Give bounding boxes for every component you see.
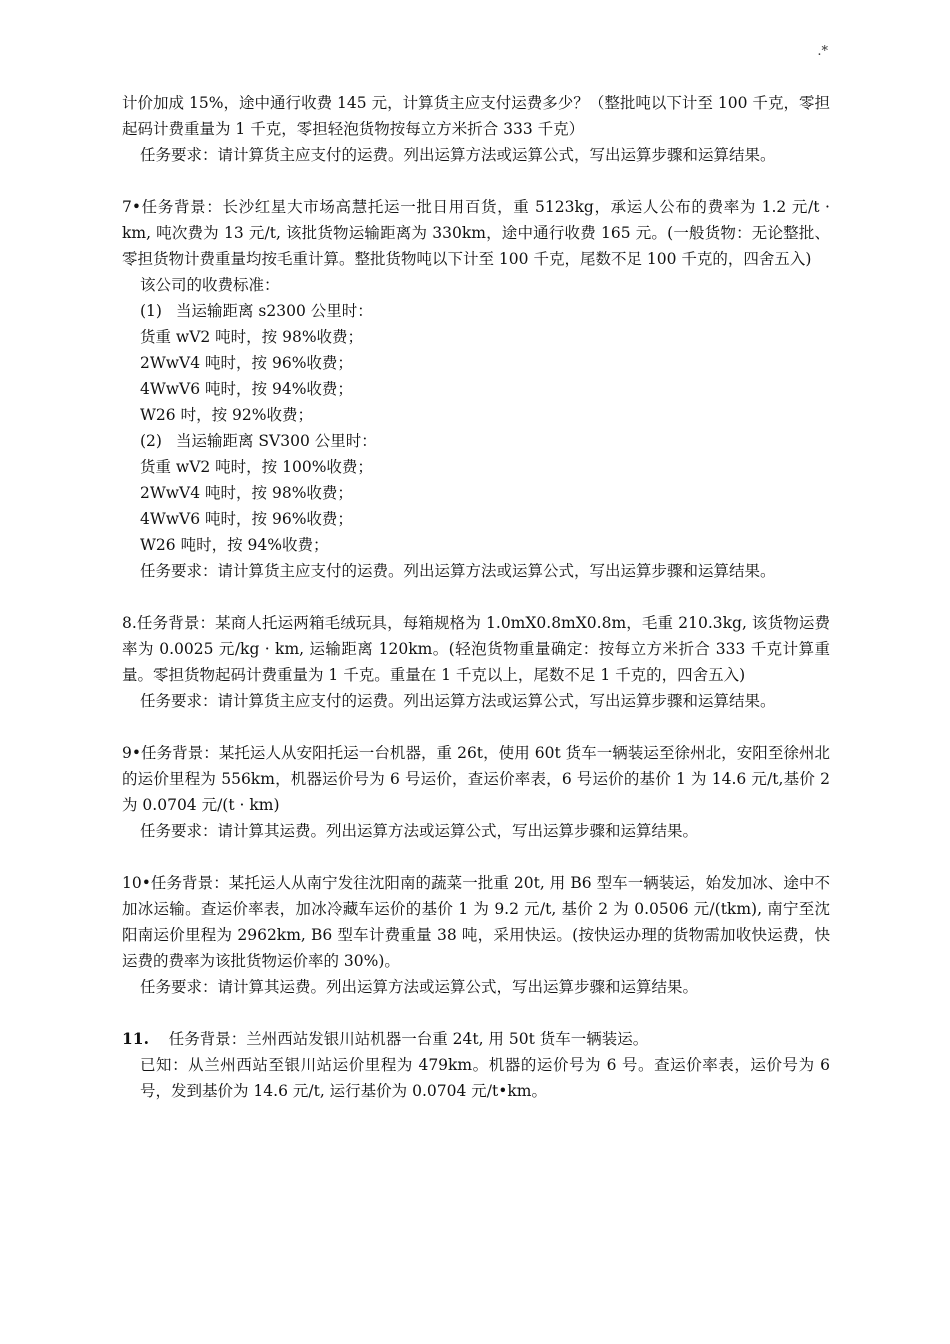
q7-s2-item: 货重 wV2 吨时，按 100%收费； bbox=[140, 458, 373, 476]
q7-background: 7•任务背景：长沙红星大市场高慧托运一批日用百货，重 5123kg，承运人公布的费率为 1.2 元/t · km, 吨次费为 13 元/t, 该批货物运输距离为 330km，途中通行收费 165 元。(一般货物：无论整批、零担货物计费重量均按毛重计算。整批货物吨以下计至 100 千克，尾数不足 100 千克的，四舍五入) bbox=[122, 198, 830, 268]
q7-s2-item: 2WwV4 吨时，按 98%收费； bbox=[140, 484, 353, 502]
q11-heading bbox=[122, 1026, 830, 1052]
q7-section2-num: (2) bbox=[140, 432, 162, 450]
q7-task: 任务要求：请计算货主应支付的运费。列出运算方法或运算公式，写出运算步骤和运算结果。 bbox=[140, 562, 776, 580]
q6-tail-text: 计价加成 15%，途中通行收费 145 元，计算货主应支付运费多少？（整批吨以下计至 100 千克，零担起码计费重量为 1 千克，零担轻泡货物按每立方米折合 333 千克） bbox=[122, 94, 830, 138]
q9-task: 任务要求：请计算其运费。列出运算方法或运算公式，写出运算步骤和运算结果。 bbox=[140, 822, 699, 840]
q7-s2-item: W26 吨时，按 94%收费； bbox=[140, 536, 329, 554]
q8-background: 8.任务背景：某商人托运两箱毛绒玩具，每箱规格为 1.0mX0.8mX0.8m，毛重 210.3kg, 该货物运费率为 0.0025 元/kg · km, 运输距离 120km。(轻泡货物重量确定：按每立方米折合 333 千克计算重量。零担货物起码计费重量为 1 千克。重量在 1 千克以上，尾数不足 1 千克的，四舍五入) bbox=[122, 614, 830, 684]
q6-task: 任务要求：请计算货主应支付的运费。列出运算方法或运算公式，写出运算步骤和运算结果。 bbox=[140, 146, 776, 164]
q8-task: 任务要求：请计算货主应支付的运费。列出运算方法或运算公式，写出运算步骤和运算结果。 bbox=[140, 692, 776, 710]
q9-background: 9•任务背景：某托运人从安阳托运一台机器，重 26t，使用 60t 货车一辆装运至徐州北，安阳至徐州北的运价里程为 556km，机器运价号为 6 号运价，查运价率表，6 号运价的基价 1 为 14.6 元/t,基价 2 为 0.0704 元/(t · km) bbox=[122, 744, 830, 814]
q7-s1-item: 货重 wV2 吨时，按 98%收费； bbox=[140, 328, 364, 346]
q7-standard-title: 该公司的收费标准： bbox=[140, 276, 280, 294]
q7-section1-title: 当运输距离 s2300 公里时： bbox=[176, 302, 373, 320]
q10-task: 任务要求：请计算其运费。列出运算方法或运算公式，写出运算步骤和运算结果。 bbox=[140, 978, 699, 996]
q11-known: 已知：从兰州西站至银川站运价里程为 479km。机器的运价号为 6 号。查运价率表，运价号为 6 号，发到基价为 14.6 元/t, 运行基价为 0.0704 元/t•km。 bbox=[140, 1056, 830, 1100]
q7-section1-heading bbox=[122, 298, 830, 324]
q7-s2-item: 4WwV6 吨时，按 96%收费； bbox=[140, 510, 353, 528]
q7-s1-item: W26 吋，按 92%收费； bbox=[140, 406, 313, 424]
document-body bbox=[122, 90, 830, 1104]
page-marker: .* bbox=[817, 44, 828, 59]
q7-section2-heading bbox=[122, 428, 830, 454]
q11-num: 11. bbox=[122, 1029, 149, 1048]
q7-section2-title: 当运输距离 SV300 公里时： bbox=[176, 432, 377, 450]
q7-s1-item: 4WwV6 吨时，按 94%收费； bbox=[140, 380, 353, 398]
q10-background: 10•任务背景：某托运人从南宁发往沈阳南的蔬菜一批重 20t, 用 B6 型车一辆装运，始发加冰、途中不加冰运输。查运价率表，加冰冷藏车运价的基价 1 为 9.2 元/t, 基价 2 为 0.0506 元/(tkm), 南宁至沈阳南运价里程为 2962km, B6 型车计费重量 38 吨，采用快运。(按快运办理的货物需加收快运费，快运费的费率为该批货物运价率的 30%)。 bbox=[122, 874, 830, 970]
q7-s1-item: 2WwV4 吨时，按 96%收费； bbox=[140, 354, 353, 372]
q7-section1-num: (1) bbox=[140, 302, 162, 320]
q11-background: 任务背景：兰州西站发银川站机器一台重 24t, 用 50t 货车一辆装运。 bbox=[168, 1030, 649, 1048]
